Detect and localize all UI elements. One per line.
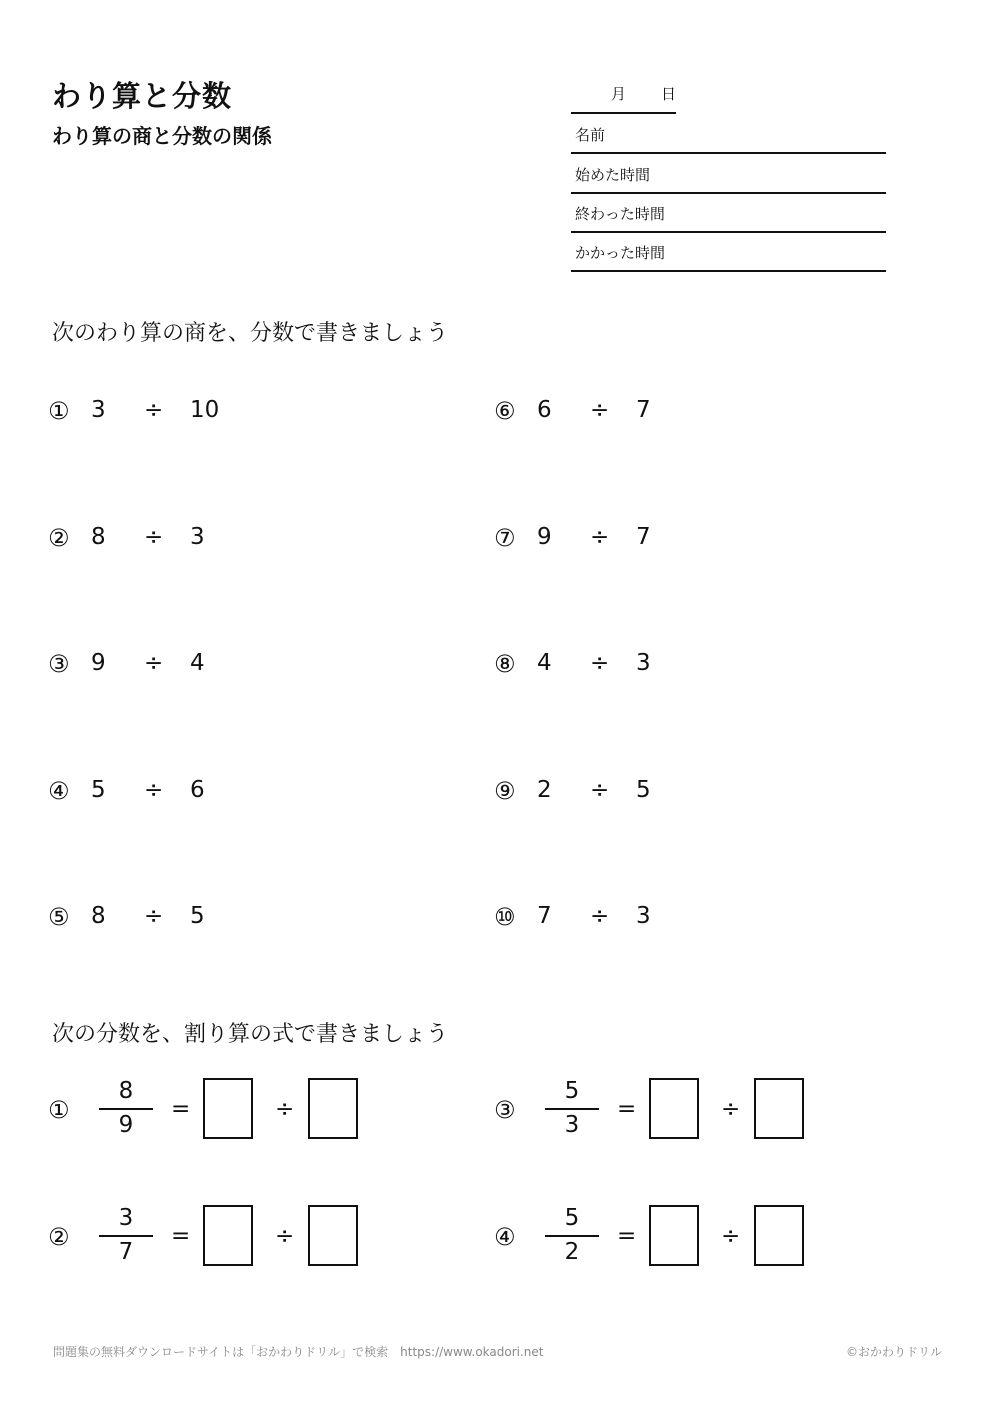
problem-number: ④ [48, 777, 70, 805]
division-sign: ÷ [275, 1223, 295, 1249]
dividend: 6 [537, 397, 552, 423]
section2-instruction: 次の分数を、割り算の式で書きましょう [52, 1022, 449, 1047]
fraction-numerator: 5 [564, 1078, 580, 1104]
fraction-denominator: 7 [118, 1239, 134, 1265]
fraction-problem-number: ② [48, 1223, 70, 1251]
dividend: 4 [537, 650, 552, 676]
fraction-denominator: 9 [118, 1112, 134, 1138]
answer-box-divisor[interactable] [754, 1205, 804, 1266]
dividend: 7 [537, 903, 552, 929]
problem-number: ⑨ [494, 777, 516, 805]
footer-site-info: 問題集の無料ダウンロードサイトは「おかわりドリル」で検索 https://www.okadori.net [53, 1345, 544, 1359]
divisor: 5 [636, 777, 651, 803]
fraction-numerator: 3 [118, 1205, 134, 1231]
division-sign: ÷ [721, 1096, 741, 1122]
fraction-numerator: 8 [118, 1078, 134, 1104]
problem-number: ③ [48, 650, 70, 678]
divisor: 3 [636, 903, 651, 929]
fraction-problem-number: ① [48, 1096, 70, 1124]
divisor: 3 [190, 524, 205, 550]
end-time-field[interactable] [571, 193, 886, 233]
fraction-denominator: 2 [564, 1239, 580, 1265]
fraction-bar [99, 1108, 153, 1110]
division-sign: ÷ [144, 397, 164, 423]
footer-copyright: ©おかわりドリル [846, 1345, 943, 1359]
date-month-label: 月 [611, 85, 627, 103]
division-sign: ÷ [275, 1096, 295, 1122]
fraction-bar [99, 1235, 153, 1237]
start-time-field[interactable] [571, 154, 886, 194]
equals-sign: = [171, 1223, 191, 1249]
divisor: 10 [190, 397, 220, 423]
division-sign: ÷ [144, 777, 164, 803]
division-sign: ÷ [590, 650, 610, 676]
answer-box-dividend[interactable] [649, 1205, 699, 1266]
date-field[interactable] [571, 80, 676, 114]
dividend: 2 [537, 777, 552, 803]
division-sign: ÷ [590, 524, 610, 550]
date-day-label: 日 [661, 85, 677, 103]
problem-number: ⑩ [494, 903, 516, 931]
elapsed-time-label: かかった時間 [575, 244, 666, 262]
answer-box-divisor[interactable] [308, 1078, 358, 1139]
division-sign: ÷ [590, 777, 610, 803]
equals-sign: = [617, 1096, 637, 1122]
division-sign: ÷ [590, 397, 610, 423]
problem-number: ⑧ [494, 650, 516, 678]
page-title: わり算と分数 [52, 79, 233, 113]
divisor: 3 [636, 650, 651, 676]
answer-box-divisor[interactable] [754, 1078, 804, 1139]
dividend: 9 [537, 524, 552, 550]
fraction-bar [545, 1108, 599, 1110]
divisor: 7 [636, 524, 651, 550]
problem-number: ② [48, 524, 70, 552]
fraction-bar [545, 1235, 599, 1237]
division-sign: ÷ [144, 650, 164, 676]
name-field[interactable] [571, 114, 886, 154]
equals-sign: = [617, 1223, 637, 1249]
division-sign: ÷ [721, 1223, 741, 1249]
fraction-problem-number: ③ [494, 1096, 516, 1124]
divisor: 5 [190, 903, 205, 929]
problem-number: ⑤ [48, 903, 70, 931]
divisor: 6 [190, 777, 205, 803]
problem-number: ⑥ [494, 397, 516, 425]
fraction-denominator: 3 [564, 1112, 580, 1138]
start-time-label: 始めた時間 [575, 166, 651, 184]
section1-instruction: 次のわり算の商を、分数で書きましょう [52, 321, 449, 346]
dividend: 3 [91, 397, 106, 423]
dividend: 5 [91, 777, 106, 803]
dividend: 8 [91, 903, 106, 929]
divisor: 4 [190, 650, 205, 676]
page-subtitle: わり算の商と分数の関係 [52, 124, 272, 148]
answer-box-dividend[interactable] [649, 1078, 699, 1139]
dividend: 9 [91, 650, 106, 676]
answer-box-dividend[interactable] [203, 1205, 253, 1266]
name-label: 名前 [575, 126, 606, 144]
fraction-problem-number: ④ [494, 1223, 516, 1251]
fraction-numerator: 5 [564, 1205, 580, 1231]
end-time-label: 終わった時間 [575, 205, 665, 223]
division-sign: ÷ [144, 524, 164, 550]
division-sign: ÷ [590, 903, 610, 929]
problem-number: ① [48, 397, 70, 425]
elapsed-time-field[interactable] [571, 232, 886, 272]
division-sign: ÷ [144, 903, 164, 929]
answer-box-dividend[interactable] [203, 1078, 253, 1139]
dividend: 8 [91, 524, 106, 550]
equals-sign: = [171, 1096, 191, 1122]
answer-box-divisor[interactable] [308, 1205, 358, 1266]
problem-number: ⑦ [494, 524, 516, 552]
divisor: 7 [636, 397, 651, 423]
